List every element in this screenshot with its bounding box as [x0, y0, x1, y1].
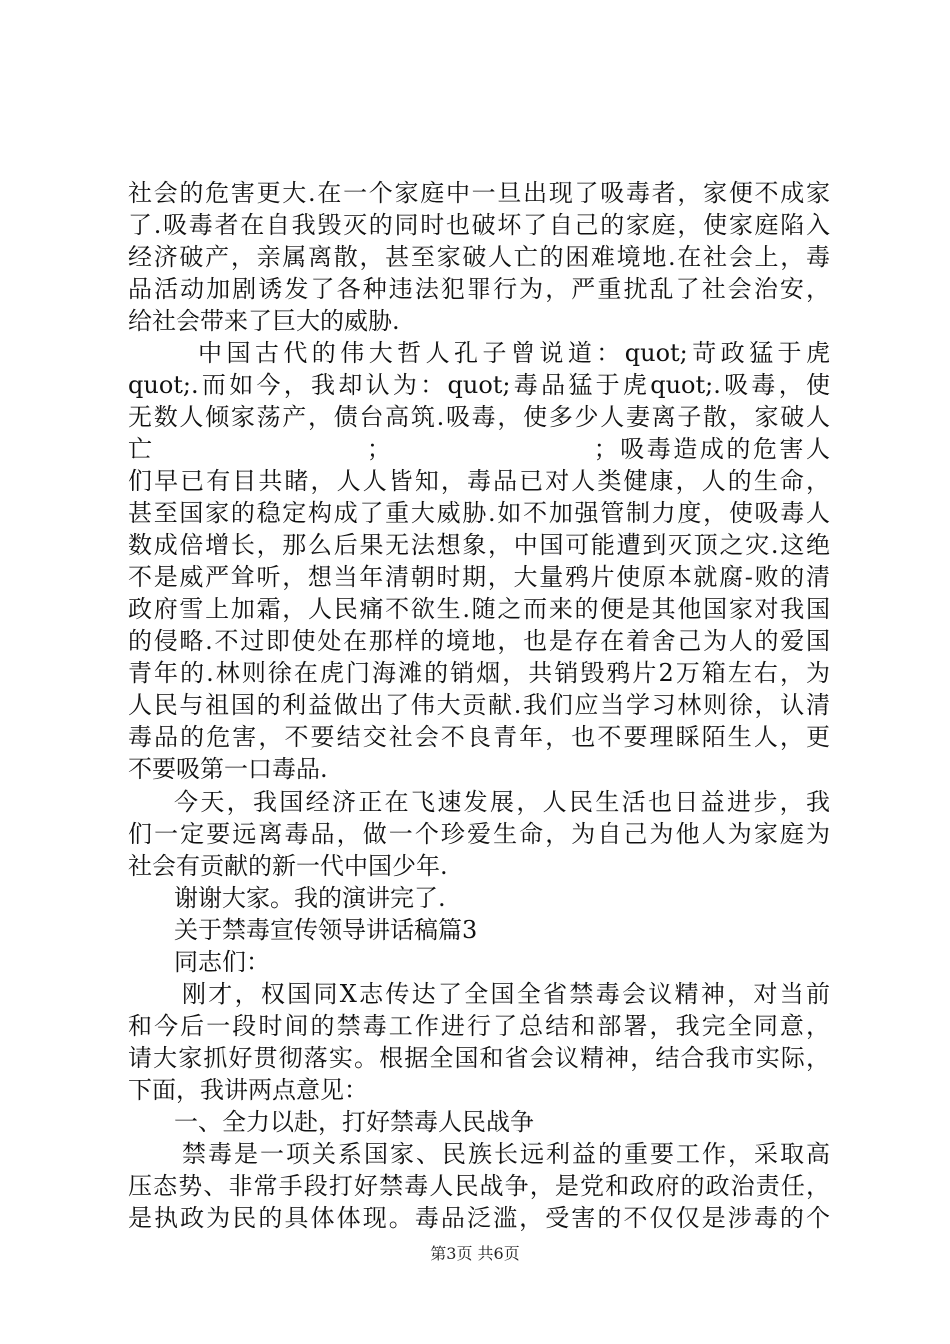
text-line: 毒品的危害，不要结交社会不良青年，也不要理睬陌生人，更: [128, 723, 830, 751]
text-line: 亡 ； ；吸毒造成的危害人: [128, 435, 830, 463]
text-line: 无数人倾家荡产，债台高筑.吸毒，使多少人妻离子散，家破人: [128, 403, 830, 431]
text-line: 了.吸毒者在自我毁灭的同时也破坏了自己的家庭，使家庭陷入: [128, 211, 830, 239]
text-line: 下面，我讲两点意见：: [128, 1076, 368, 1104]
text-line: 甚至国家的稳定构成了重大威胁.如不加强管制力度，使吸毒人: [128, 499, 830, 527]
text-line: 中国古代的伟大哲人孔子曾说道：quot;苛政猛于虎: [198, 339, 830, 367]
salutation: 同志们：: [174, 948, 270, 976]
text-line: 请大家抓好贯彻落实。根据全国和省会议精神，结合我市实际，: [128, 1044, 830, 1072]
text-line: 数成倍增长，那么后果无法想象，中国可能遭到灭顶之灾.这绝: [128, 531, 830, 559]
text-line: 品活动加剧诱发了各种违法犯罪行为，严重扰乱了社会治安，: [128, 275, 830, 303]
text-line: 们早已有目共睹，人人皆知，毒品已对人类健康，人的生命，: [128, 467, 830, 495]
text-line: 政府雪上加霜，人民痛不欲生.随之而来的便是其他国家对我国: [128, 595, 830, 623]
text-line: 刚才，权国同X志传达了全国全省禁毒会议精神，对当前: [182, 980, 830, 1008]
text-line: 不是威严耸听，想当年清朝时期，大量鸦片使原本就腐-败的清: [128, 563, 830, 591]
text-line: 人民与祖国的利益做出了伟大贡献.我们应当学习林则徐，认清: [128, 691, 830, 719]
text-line: 青年的.林则徐在虎门海滩的销烟，共销毁鸦片2万箱左右，为: [128, 659, 830, 687]
text-line: 谢谢大家。我的演讲完了.: [174, 884, 446, 912]
text-line: 是执政为民的具体体现。毒品泛滥，受害的不仅仅是涉毒的个: [128, 1204, 830, 1232]
text-line: 社会的危害更大.在一个家庭中一旦出现了吸毒者，家便不成家: [128, 179, 830, 207]
text-line: 不要吸第一口毒品.: [128, 755, 328, 783]
subsection-heading: 一、全力以赴，打好禁毒人民战争: [174, 1108, 534, 1136]
text-line: quot;.而如今，我却认为：quot;毒品猛于虎quot;.吸毒，使: [128, 371, 830, 399]
text-line: 社会有贡献的新一代中国少年.: [128, 852, 448, 880]
text-line: 的侵略.不过即使处在那样的境地，也是存在着舍己为人的爱国: [128, 627, 830, 655]
text-line: 和今后一段时间的禁毒工作进行了总结和部署，我完全同意，: [128, 1012, 830, 1040]
section-heading: 关于禁毒宣传领导讲话稿篇3: [174, 916, 478, 944]
text-line: 今天，我国经济正在飞速发展，人民生活也日益进步，我: [174, 788, 830, 816]
text-line: 禁毒是一项关系国家、民族长远利益的重要工作，采取高: [182, 1140, 830, 1168]
text-line: 压态势、非常手段打好禁毒人民战争，是党和政府的政治责任，: [128, 1172, 830, 1200]
text-line: 给社会带来了巨大的威胁.: [128, 307, 400, 335]
text-line: 们一定要远离毒品，做一个珍爱生命，为自己为他人为家庭为: [128, 820, 830, 848]
page-footer: 第3页 共6页: [430, 1244, 520, 1263]
text-line: 经济破产，亲属离散，甚至家破人亡的困难境地.在社会上，毒: [128, 243, 830, 271]
